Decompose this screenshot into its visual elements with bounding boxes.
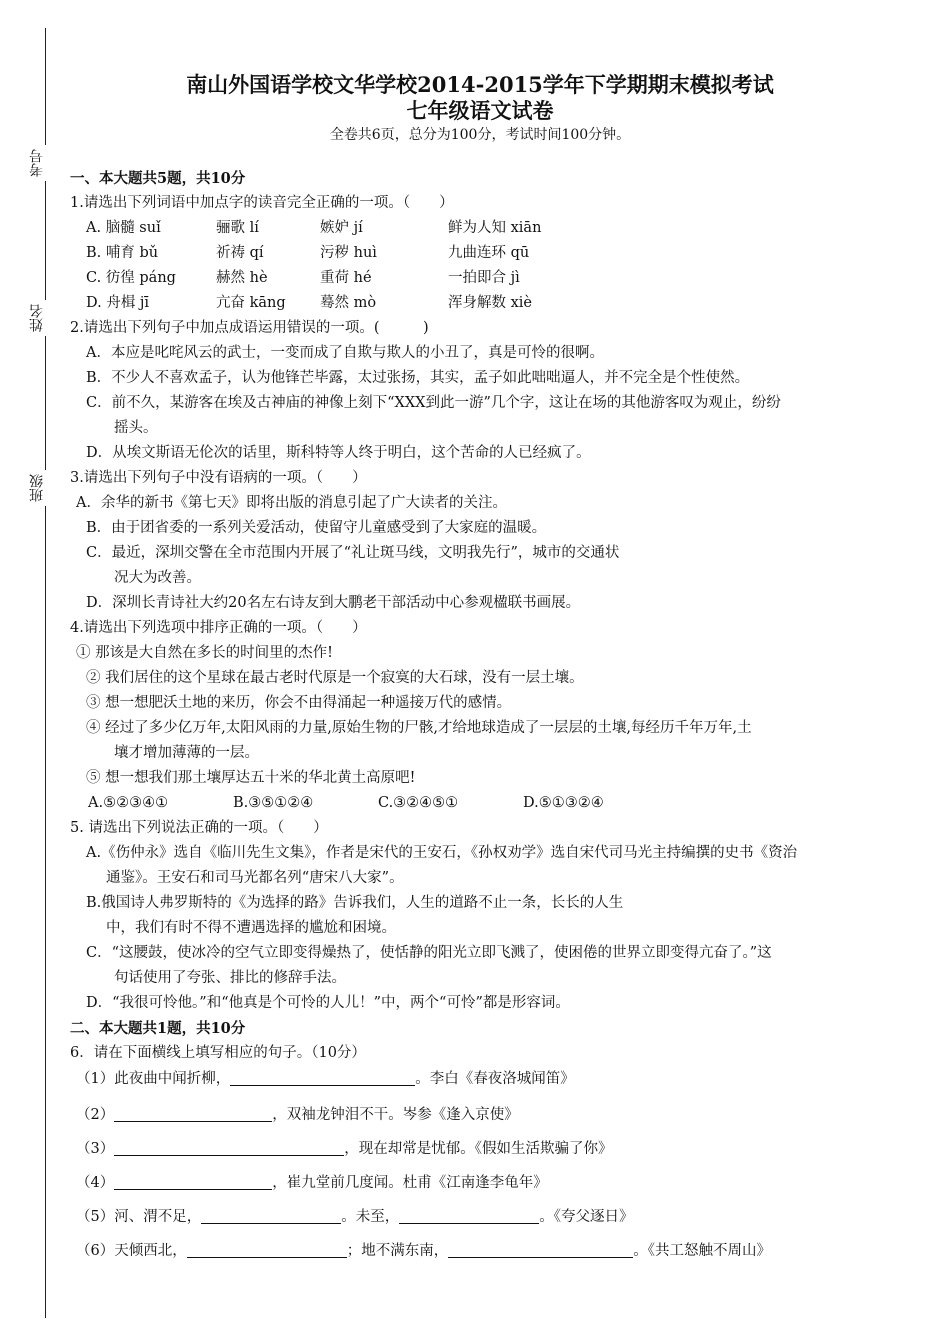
section-heading: 一、本大题共5题，共10分 xyxy=(70,170,246,187)
option-d: D．深圳长青诗社大约20名左右诗友到大鹏老干部活动中心参观楹联书画展。 xyxy=(86,595,581,611)
fill-item-6 xyxy=(70,1234,890,1268)
question-stem: 6．请在下面横线上填写相应的句子。（10分） xyxy=(70,1045,366,1061)
exam-title: 南山外国语学校文华学校2014-2015学年下学期期末模拟考试 xyxy=(186,72,774,97)
fill-item-1 xyxy=(70,1066,890,1092)
fill-text: ，现在却常是忧郁。《假如生活欺骗了你》 xyxy=(344,1141,613,1157)
fill-text: （4） xyxy=(76,1175,115,1191)
option-a: A.《伤仲永》选自《临川先生文集》，作者是宋代的王安石，《孙权劝学》选自宋代司马光主持编撰的史书《资治 xyxy=(86,845,798,861)
question-stem: 5. 请选出下列说法正确的一项。（ ） xyxy=(70,820,328,836)
sentence-4-cont: 壤才增加薄薄的一层。 xyxy=(114,745,259,761)
option-d: D．从埃文斯语无伦次的话里，斯科特等人终于明白，这个苦命的人已经疯了。 xyxy=(86,445,591,461)
option-b: B．由于团省委的一系列关爱活动，使留守儿童感受到了大家庭的温暖。 xyxy=(86,520,547,536)
question-stem: 4.请选出下列选项中排序正确的一项。（ ） xyxy=(70,620,367,636)
exam-info: 全卷共6页，总分为100分，考试时间100分钟。 xyxy=(329,127,631,143)
option-cell: 九曲连环 qū xyxy=(448,245,530,261)
fill-text: （2） xyxy=(76,1107,115,1123)
option-a: A．本应是叱咤风云的武士，一变而成了自欺与欺人的小丑了，真是可怜的很啊。 xyxy=(86,345,604,361)
fill-text: （5）河、渭不足， xyxy=(76,1209,202,1225)
exam-page xyxy=(70,72,890,1268)
answer-b: B.③⑤①②④ xyxy=(233,795,314,811)
option-a: A．余华的新书《第七天》即将出版的消息引起了广大读者的关注。 xyxy=(76,495,507,511)
option-cell: 鲜为人知 xiān xyxy=(448,220,542,236)
option-cell: 污秽 huì xyxy=(320,245,377,261)
fill-text: 。李白《春夜洛城闻笛》 xyxy=(415,1071,575,1087)
option-cell: C. 彷徨 páng xyxy=(86,270,176,286)
answer-c: C.③②④⑤① xyxy=(378,795,459,811)
option-c: C．最近，深圳交警在全市范围内开展了“礼让斑马线，文明我先行”，城市的交通状 xyxy=(86,545,620,561)
option-b: B．不少人不喜欢孟子，认为他锋芒毕露，太过张扬，其实，孟子如此咄咄逼人，并不完全是个性使然。 xyxy=(86,370,750,386)
option-row xyxy=(70,291,890,316)
option-cell: 一拍即合 jì xyxy=(448,270,520,286)
fill-text: 。《共工怒触不周山》 xyxy=(633,1243,771,1259)
fill-text: （3） xyxy=(76,1141,115,1157)
section-heading: 二、本大题共1题，共10分 xyxy=(70,1020,246,1037)
question-stem: 1.请选出下列词语中加点字的读音完全正确的一项。（ ） xyxy=(70,195,454,211)
answer-a: A.⑤②③④① xyxy=(88,795,169,811)
fill-text: 。未至， xyxy=(341,1209,400,1225)
option-cell: D. 舟楫 jī xyxy=(86,295,150,311)
option-cell: 嫉妒 jí xyxy=(320,220,363,236)
answer-blank[interactable] xyxy=(114,1139,344,1156)
option-d: D．“我很可怜他。”和“他真是个可怜的人儿！”中，两个“可怜”都是形容词。 xyxy=(86,995,570,1011)
exam-subtitle: 七年级语文试卷 xyxy=(406,98,554,123)
option-cell: 蓦然 mò xyxy=(320,295,377,311)
option-b-cont: 中，我们有时不得不遭遇选择的尴尬和困境。 xyxy=(106,920,396,936)
fill-text: （6）天倾西北， xyxy=(76,1243,187,1259)
option-cell: 祈祷 qí xyxy=(216,245,264,261)
answer-blank[interactable] xyxy=(448,1241,633,1258)
answer-blank[interactable] xyxy=(230,1069,415,1086)
fill-text: ；地不满东南， xyxy=(346,1243,449,1259)
option-b: B.俄国诗人弗罗斯特的《为选择的路》告诉我们，人生的道路不止一条，长长的人生 xyxy=(86,895,624,911)
fill-item-2 xyxy=(70,1098,890,1132)
option-c-cont: 摇头。 xyxy=(114,420,158,436)
class-label: 班级 xyxy=(27,470,47,506)
sentence-5: ⑤ 想一想我们那土壤厚达五十米的华北黄土高原吧! xyxy=(86,770,416,786)
fill-text: ，崔九堂前几度闻。杜甫《江南逢李龟年》 xyxy=(272,1175,548,1191)
question-stem: 2.请选出下列句子中加点成语运用错误的一项。( ) xyxy=(70,320,429,336)
question-stem: 3.请选出下列句子中没有语病的一项。（ ） xyxy=(70,470,367,486)
answer-blank[interactable] xyxy=(201,1207,341,1224)
sentence-4: ④ 经过了多少亿万年,太阳风雨的力量,原始生物的尸骸,才给地球造成了一层层的土壤,每经历千年万年,土 xyxy=(86,720,752,736)
option-row xyxy=(70,241,890,266)
fill-text: ，双袖龙钟泪不干。岑参《逢入京使》 xyxy=(272,1107,519,1123)
option-c: C．“这腰鼓，使冰冷的空气立即变得燥热了，使恬静的阳光立即飞溅了，使困倦的世界立即变得亢奋了。”这 xyxy=(86,945,772,961)
binding-line xyxy=(45,28,46,1318)
answer-d: D.⑤①③②④ xyxy=(523,795,604,811)
option-cell: B. 哺育 bǔ xyxy=(86,245,159,261)
answer-blank[interactable] xyxy=(399,1207,539,1224)
fill-text: 。《夸父逐日》 xyxy=(539,1209,634,1225)
option-row xyxy=(70,216,890,241)
option-c-cont: 况大为改善。 xyxy=(114,570,201,586)
option-a-cont: 通鉴》。王安石和司马光都名列“唐宋八大家”。 xyxy=(106,870,404,886)
option-cell: 浑身解数 xiè xyxy=(448,295,533,311)
fill-text: （1）此夜曲中闻折柳， xyxy=(76,1071,231,1087)
option-c: C．前不久，某游客在埃及古神庙的神像上刻下“XXX到此一游”几个字，这让在场的其他游客叹为观止，纷纷 xyxy=(86,395,781,411)
option-cell: 骊歌 lí xyxy=(216,220,259,236)
answer-blank[interactable] xyxy=(114,1105,272,1122)
sentence-3: ③ 想一想肥沃土地的来历，你会不由得涌起一种遥接万代的感情。 xyxy=(86,695,512,711)
answer-options xyxy=(70,791,890,816)
sentence-2: ② 我们居住的这个星球在最古老时代原是一个寂寞的大石球，没有一层土壤。 xyxy=(86,670,584,686)
sentence-1: ① 那该是大自然在多长的时间里的杰作! xyxy=(76,645,333,661)
option-c-cont: 句话使用了夸张、排比的修辞手法。 xyxy=(114,970,346,986)
fill-item-3 xyxy=(70,1132,890,1166)
option-cell: 亢奋 kāng xyxy=(216,295,286,311)
option-row xyxy=(70,266,890,291)
option-cell: A. 脑髓 suǐ xyxy=(86,220,161,236)
answer-blank[interactable] xyxy=(187,1241,347,1258)
exam-number-label: 考号 xyxy=(27,145,47,181)
answer-blank[interactable] xyxy=(114,1173,272,1190)
fill-item-4 xyxy=(70,1166,890,1200)
option-cell: 赫然 hè xyxy=(216,270,268,286)
name-label: 姓名 xyxy=(27,300,47,336)
fill-item-5 xyxy=(70,1200,890,1234)
option-cell: 重荷 hé xyxy=(320,270,372,286)
